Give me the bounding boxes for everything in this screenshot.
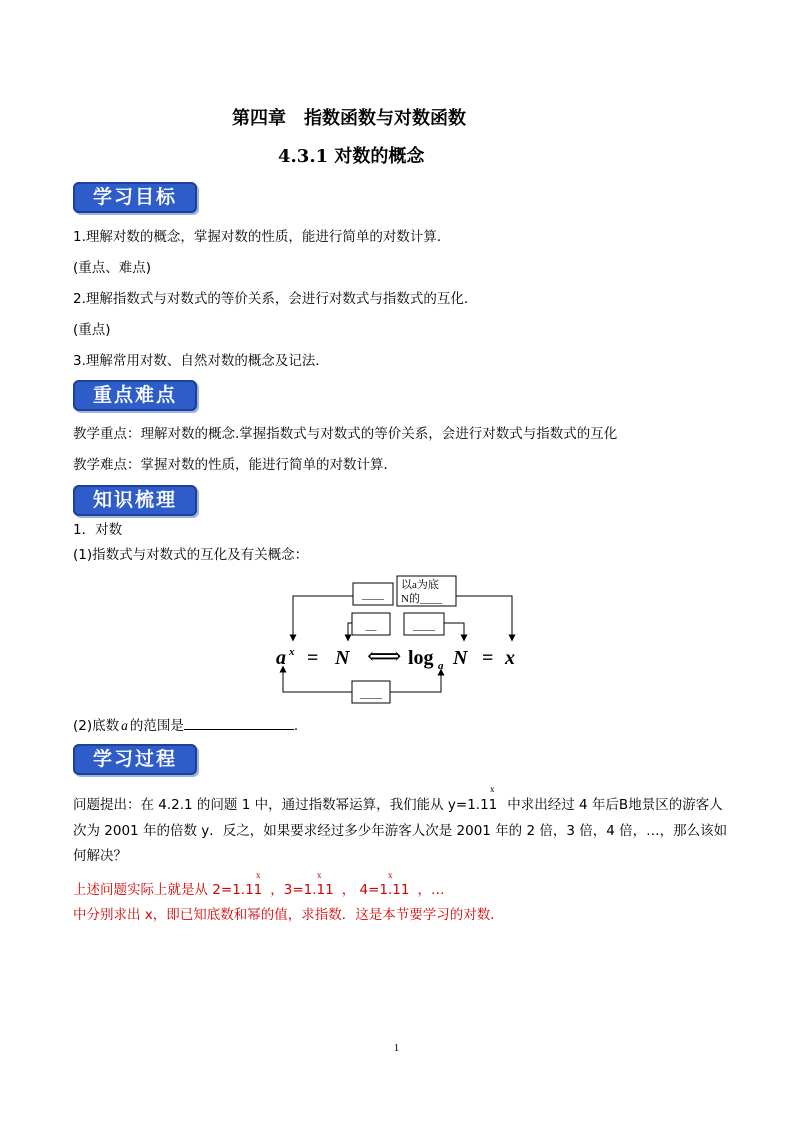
- blank-bottom: ____: [360, 688, 382, 700]
- log-exp-diagram: [260, 572, 540, 712]
- page-number: 1: [393, 1042, 400, 1054]
- red-exponent-3: x: [388, 870, 393, 880]
- note-line-1: 以a为底: [401, 579, 439, 591]
- base-range-var: a: [121, 718, 128, 733]
- red-line-1-d: ，…: [417, 882, 445, 898]
- objective-2-note: (重点): [73, 322, 111, 338]
- objective-1: 1.理解对数的概念，掌握对数的性质，能进行简单的对数计算．: [73, 229, 451, 245]
- process-para-line-1: [73, 796, 723, 814]
- teaching-difficulty: 教学难点：掌握对数的性质，能进行简单的对数计算．: [73, 457, 397, 473]
- base-range-prefix: (2)底数: [73, 718, 120, 734]
- eq-x: x: [505, 647, 515, 669]
- red-line-1-c: ， 4=1.11: [341, 882, 410, 898]
- eq-log-base: a: [438, 660, 444, 672]
- process-para-line-3: 何解决？: [73, 848, 127, 864]
- note-line-2: N的____: [401, 593, 442, 605]
- section-title: 4.3.1 对数的概念: [278, 146, 425, 167]
- blank-mid-right: ____: [413, 620, 435, 632]
- knowledge-item-1: 1．对数: [73, 522, 123, 538]
- key-points-badge: [73, 380, 197, 411]
- red-exponent-1: x: [256, 870, 261, 880]
- eq-equivalence-arrow: ⟺: [367, 644, 402, 670]
- teaching-key-point: 教学重点：理解对数的概念.掌握指数式与对数式的等价关系，会进行对数式与指数式的互化: [73, 426, 618, 442]
- base-range-suffix: 的范围是: [129, 718, 184, 734]
- process-badge-label: 学习过程: [92, 748, 177, 770]
- knowledge-badge: [73, 485, 197, 516]
- base-range-blank: [184, 716, 294, 730]
- eq-N-2: N: [453, 647, 468, 669]
- eq-equals-2: =: [482, 647, 494, 669]
- eq-N-1: N: [335, 647, 350, 669]
- blank-mid-left: __: [365, 620, 377, 632]
- eq-equals-1: =: [307, 647, 319, 669]
- knowledge-item-1-sub-2: [73, 716, 298, 735]
- red-para-line-1: [73, 881, 445, 899]
- eq-base-a: a: [276, 647, 286, 669]
- red-line-1-a: 上述问题实际上就是从 2=1.11: [73, 882, 263, 898]
- chapter-title: 第四章 指数函数与对数函数: [232, 108, 466, 129]
- process-line-1-rest: 中求出经过 4 年后B地景区的游客人: [507, 797, 723, 813]
- eq-exponent-x: x: [289, 646, 295, 658]
- objectives-badge-label: 学习目标: [92, 186, 177, 208]
- red-exponent-2: x: [317, 870, 322, 880]
- red-para-line-2: 中分别求出 x，即已知底数和幂的值，求指数．这是本节要学习的对数．: [73, 907, 504, 923]
- objective-1-note: (重点、难点): [73, 260, 152, 276]
- objective-3: 3.理解常用对数、自然对数的概念及记法．: [73, 353, 329, 369]
- key-points-badge-label: 重点难点: [92, 384, 177, 406]
- process-para-line-2: 次为 2001 年的倍数 y．反之，如果要求经过多少年游客人次是 2001 年的 2 倍，3 倍，4 倍，…，那么该如: [73, 823, 728, 839]
- blank-top: ____: [362, 589, 384, 601]
- red-line-1-b: ，3=1.11: [270, 882, 334, 898]
- knowledge-item-1-sub-1: (1)指数式与对数式的互化及有关概念：: [73, 547, 309, 563]
- process-badge: [73, 744, 197, 775]
- knowledge-badge-label: 知识梳理: [92, 489, 177, 511]
- eq-log: log: [408, 647, 434, 669]
- base-range-end: .: [293, 718, 299, 734]
- objectives-badge: [73, 182, 197, 213]
- process-line-1-text: 问题提出：在 4.2.1 的问题 1 中，通过指数幂运算，我们能从 y=1.11: [73, 797, 498, 813]
- objective-2: 2.理解指数式与对数式的等价关系，会进行对数式与指数式的互化．: [73, 291, 478, 307]
- process-line-1-exponent: x: [490, 784, 495, 794]
